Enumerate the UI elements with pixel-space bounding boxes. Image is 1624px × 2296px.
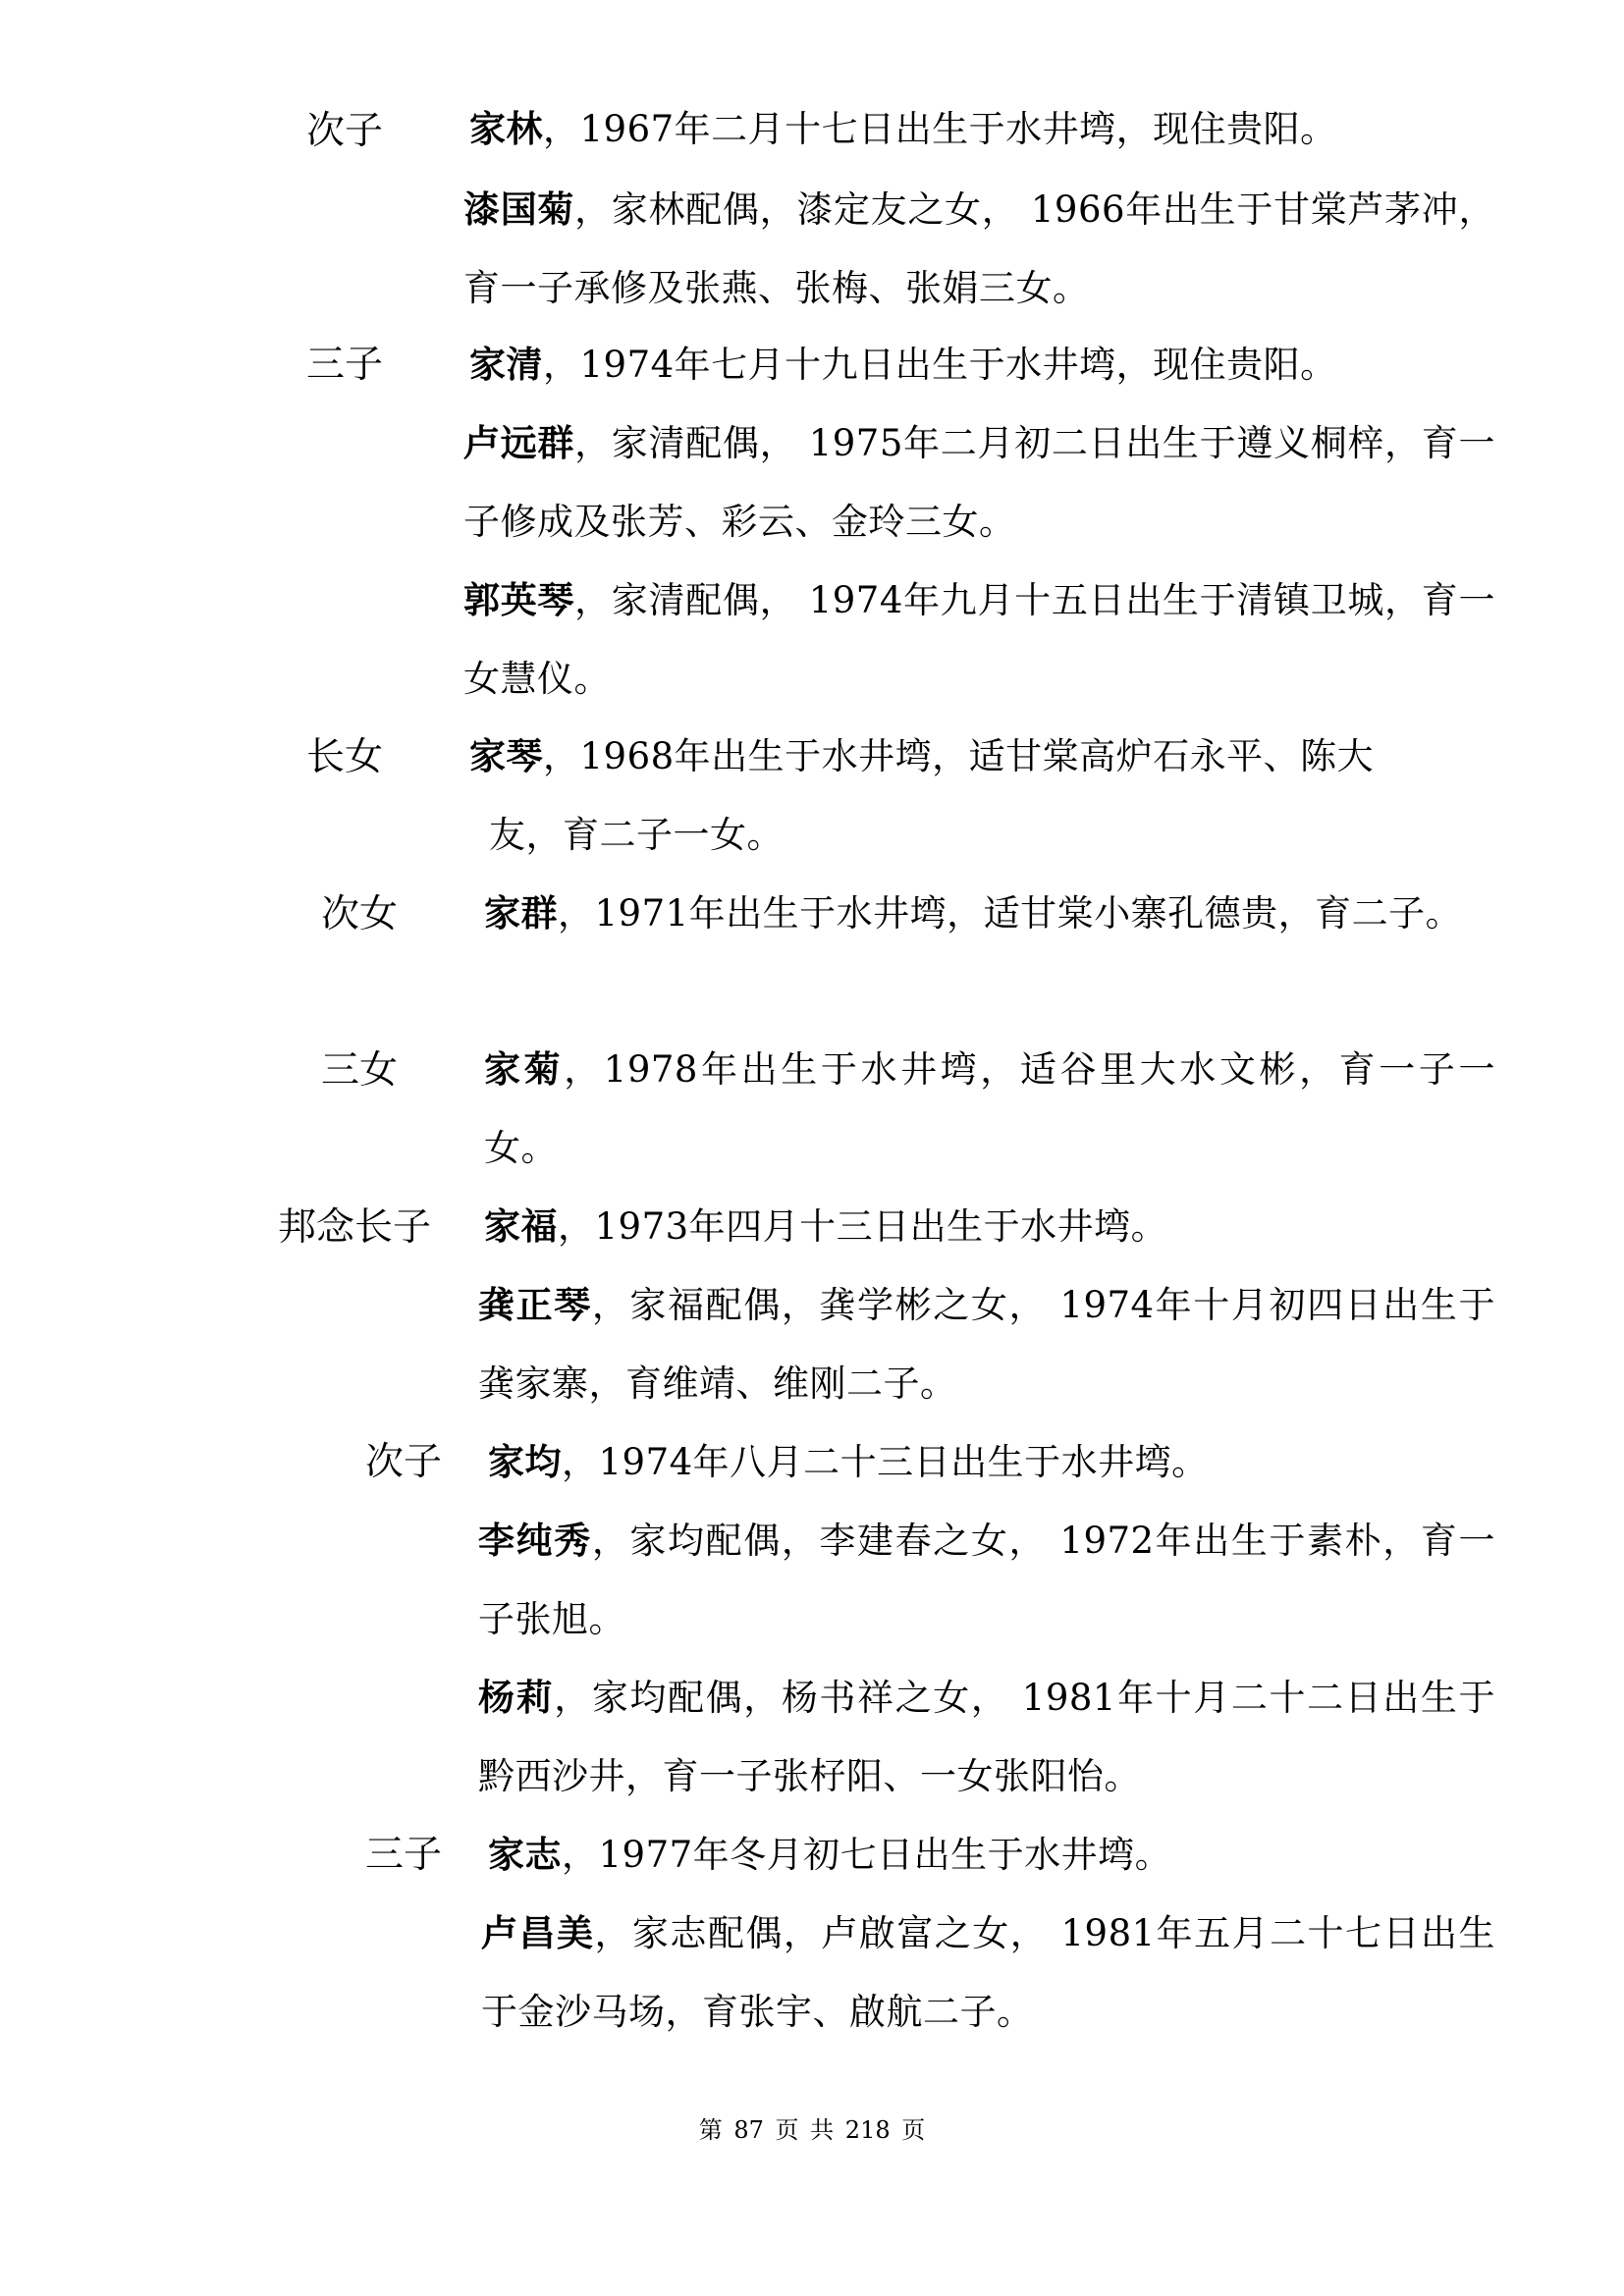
entry-text: ，家福配偶，龚学彬之女， 1974年十月初四日出生于龚家寨，育维靖、维刚二子。 [478,1284,1495,1405]
role-label: 次女 [321,892,399,936]
entry-text: ，1967年二月十七日出生于水井塆，现住贵阳。 [543,108,1337,150]
person-name: 家志 [488,1834,562,1876]
genealogy-entry [463,404,1495,561]
entry-text: ，1973年四月十三日出生于水井塆。 [558,1205,1168,1248]
person-name: 李纯秀 [478,1520,592,1562]
entry-text: ，1978年出生于水井塆，适谷里大水文彬，育一子一女。 [484,1048,1495,1169]
genealogy-entry [469,90,1495,169]
genealogy-entry [481,1895,1495,2052]
entry-text: ，1968年出生于水井塆，适甘棠高炉石永平、陈大 [543,735,1375,777]
person-name: 郭英琴 [463,579,575,621]
entry-text: ，1974年八月二十三日出生于水井塆。 [562,1441,1209,1483]
entry-text: ，家均配偶，李建春之女， 1972年出生于素朴，育一子张旭。 [478,1520,1495,1640]
person-name: 龚正琴 [478,1284,592,1326]
person-name: 漆国菊 [463,188,575,231]
genealogy-entry [469,718,1495,875]
person-name: 家清 [469,344,543,386]
page-number-footer: 第 87 页 共 218 页 [698,2116,926,2144]
role-label: 次子 [306,109,384,153]
entry-text-continued: 友，育二子一女。 [489,814,784,856]
genealogy-entry [484,1188,1495,1266]
person-name: 家琴 [469,735,543,777]
genealogy-entry [484,875,1495,953]
entry-text: ，家清配偶， 1975年二月初二日出生于遵义桐梓，育一子修成及张芳、彩云、金玲三女。 [463,422,1495,543]
genealogy-entry [478,1659,1495,1816]
genealogy-entry [488,1816,1495,1895]
genealogy-entry [478,1502,1495,1659]
person-name: 卢远群 [463,422,575,464]
entry-text: ，家林配偶，漆定友之女， 1966年出生于甘棠芦茅冲，育一子承修及张燕、张梅、张娟三女。 [463,188,1495,309]
entry-text: ，家志配偶，卢啟富之女， 1981年五月二十七日出生于金沙马场，育张宇、啟航二子。 [481,1912,1495,2033]
genealogy-entry [469,326,1495,404]
person-name: 家林 [469,108,543,150]
entry-text: ，家清配偶， 1974年九月十五日出生于清镇卫城，育一女慧仪。 [463,579,1495,700]
genealogy-entry [488,1423,1495,1502]
role-label: 次子 [365,1440,443,1484]
role-label: 三子 [365,1833,443,1877]
role-label: 三女 [321,1048,399,1093]
person-name: 家菊 [484,1048,565,1091]
entry-text: ，1974年七月十九日出生于水井塆，现住贵阳。 [543,344,1337,386]
person-name: 家福 [484,1205,558,1248]
entry-text: ，家均配偶，杨书祥之女， 1981年十月二十二日出生于黔西沙井，育一子张杍阳、一女张阳怡。 [478,1677,1495,1797]
role-label: 邦念长子 [278,1205,432,1250]
genealogy-entry [478,1266,1495,1423]
genealogy-entry [463,171,1495,328]
entry-text: ，1977年冬月初七日出生于水井塆。 [562,1834,1172,1876]
person-name: 家均 [488,1441,562,1483]
person-name: 家群 [484,892,558,934]
entry-text: ，1971年出生于水井塆，适甘棠小寨孔德贵，育二子。 [558,892,1463,934]
person-name: 杨莉 [478,1677,555,1719]
role-label: 长女 [306,735,384,779]
role-label: 三子 [306,343,384,387]
person-name: 卢昌美 [481,1912,595,1954]
genealogy-entry [484,1031,1495,1188]
genealogy-entry [463,561,1495,719]
